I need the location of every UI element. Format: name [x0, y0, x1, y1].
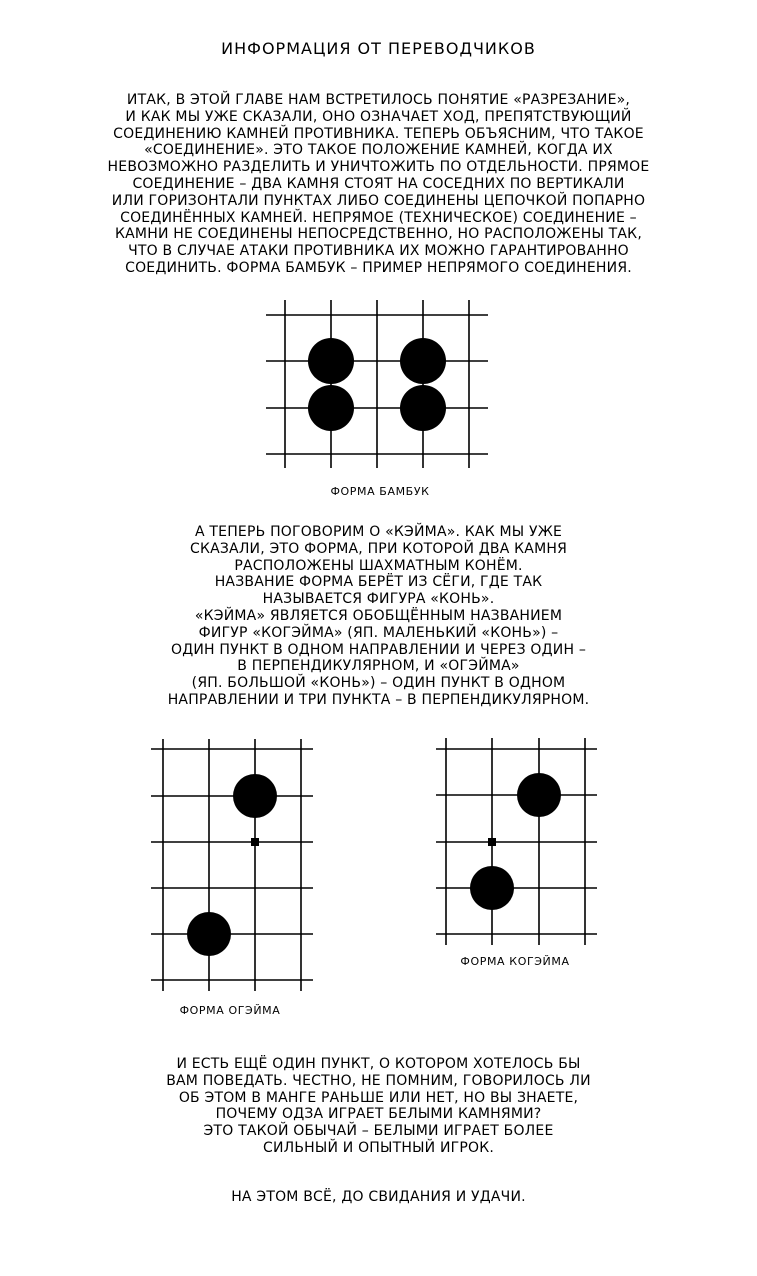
marked-point — [251, 838, 259, 846]
paragraph-line: ОДИН ПУНКТ В ОДНОМ НАПРАВЛЕНИИ И ЧЕРЕЗ ОДИН – — [170, 641, 587, 658]
black-stone — [400, 338, 446, 384]
kogeima-caption: ФОРМА КОГЭЙМА — [460, 955, 570, 968]
black-stone — [470, 866, 514, 910]
page-title: ИНФОРМАЦИЯ ОТ ПЕРЕВОДЧИКОВ — [221, 39, 536, 58]
paragraph-line: КАМНИ НЕ СОЕДИНЕНЫ НЕПОСРЕДСТВЕННО, НО РАСПОЛОЖЕНЫ ТАК, — [115, 226, 642, 243]
paragraph-line: СОЕДИНИТЬ. ФОРМА БАМБУК – ПРИМЕР НЕПРЯМОГО СОЕДИНЕНИЯ. — [125, 259, 632, 276]
paragraph-line: «КЭЙМА» ЯВЛЯЕТСЯ ОБОБЩЁННЫМ НАЗВАНИЕМ — [194, 607, 563, 624]
paragraph-line: НАЗЫВАЕТСЯ ФИГУРА «КОНЬ». — [262, 591, 495, 608]
paragraph-line: «СОЕДИНЕНИЕ». ЭТО ТАКОЕ ПОЛОЖЕНИЕ КАМНЕЙ, КОГДА ИХ — [144, 142, 613, 159]
paragraph-line: СКАЗАЛИ, ЭТО ФОРМА, ПРИ КОТОРОЙ ДВА КАМНЯ — [189, 540, 568, 557]
paragraph-line: ЭТО ТАКОЙ ОБЫЧАЙ – БЕЛЫМИ ИГРАЕТ БОЛЕЕ — [203, 1123, 554, 1140]
paragraph-line: И КАК МЫ УЖЕ СКАЗАЛИ, ОНО ОЗНАЧАЕТ ХОД, ПРЕПЯТСТВУЮЩИЙ — [125, 108, 632, 125]
marked-point — [488, 838, 496, 846]
paragraph-line: СОЕДИНЕНИЕ – ДВА КАМНЯ СТОЯТ НА СОСЕДНИХ ПО ВЕРТИКАЛИ — [132, 175, 625, 192]
paragraph-line: НАЗВАНИЕ ФОРМА БЕРЁТ ИЗ СЁГИ, ГДЕ ТАК — [214, 574, 543, 591]
paragraph-line: (ЯП. БОЛЬШОЙ «КОНЬ») – ОДИН ПУНКТ В ОДНОМ — [191, 675, 566, 692]
black-stone — [517, 773, 561, 817]
paragraph-line: ОБ ЭТОМ В МАНГЕ РАНЬШЕ ИЛИ НЕТ, НО ВЫ ЗНАЕТЕ, — [178, 1089, 579, 1106]
kogeima-diagram — [436, 738, 597, 945]
black-stone — [187, 912, 231, 956]
paragraph-line: И ЕСТЬ ЕЩЁ ОДИН ПУНКТ, О КОТОРОМ ХОТЕЛОСЬ БЫ — [176, 1056, 581, 1072]
paragraph-line: ИТАК, В ЭТОЙ ГЛАВЕ НАМ ВСТРЕТИЛОСЬ ПОНЯТИЕ «РАЗРЕЗАНИЕ», — [126, 92, 631, 108]
paragraph-line: СОЕДИНЕНИЮ КАМНЕЙ ПРОТИВНИКА. ТЕПЕРЬ ОБЪЯСНИМ, ЧТО ТАКОЕ — [113, 125, 644, 142]
black-stone — [233, 774, 277, 818]
black-stone — [308, 385, 354, 431]
paragraph-line: В ПЕРПЕНДИКУЛЯРНОМ, И «ОГЭЙМА» — [237, 658, 520, 675]
ogeima-diagram — [151, 739, 313, 991]
bamboo-caption: ФОРМА БАМБУК — [330, 485, 430, 498]
ogeima-caption: ФОРМА ОГЭЙМА — [179, 1004, 281, 1017]
paragraph-line: ИЛИ ГОРИЗОНТАЛИ ПУНКТАХ ЛИБО СОЕДИНЕНЫ ЦЕПОЧКОЙ ПОПАРНО — [111, 192, 646, 209]
paragraph-line: ВАМ ПОВЕДАТЬ. ЧЕСТНО, НЕ ПОМНИМ, ГОВОРИЛОСЬ ЛИ — [166, 1072, 591, 1089]
paragraph-line: ФИГУР «КОГЭЙМА» (ЯП. МАЛЕНЬКИЙ «КОНЬ») – — [198, 624, 559, 641]
paragraph-line: НА ЭТОМ ВСЁ, ДО СВИДАНИЯ И УДАЧИ. — [231, 1189, 526, 1205]
paragraph-line: ПОЧЕМУ ОДЗА ИГРАЕТ БЕЛЫМИ КАМНЯМИ? — [215, 1106, 542, 1123]
paragraph-line: СОЕДИНЁННЫХ КАМНЕЙ. НЕПРЯМОЕ (ТЕХНИЧЕСКОЕ) СОЕДИНЕНИЕ – — [120, 209, 637, 226]
paragraph-line: СИЛЬНЫЙ И ОПЫТНЫЙ ИГРОК. — [262, 1139, 495, 1156]
paragraph-line: НАПРАВЛЕНИИ И ТРИ ПУНКТА – В ПЕРПЕНДИКУЛЯРНОМ. — [167, 691, 590, 708]
black-stone — [308, 338, 354, 384]
paragraph-line: РАСПОЛОЖЕНЫ ШАХМАТНЫМ КОНЁМ. — [234, 557, 523, 574]
bamboo-diagram — [266, 300, 488, 468]
paragraph-line: ЧТО В СЛУЧАЕ АТАКИ ПРОТИВНИКА ИХ МОЖНО ГАРАНТИРОВАННО — [128, 243, 629, 260]
black-stone — [400, 385, 446, 431]
paragraph-line: НЕВОЗМОЖНО РАЗДЕЛИТЬ И УНИЧТОЖИТЬ ПО ОТДЕЛЬНОСТИ. ПРЯМОЕ — [107, 159, 650, 176]
paragraph-line: А ТЕПЕРЬ ПОГОВОРИМ О «КЭЙМА». КАК МЫ УЖЕ — [194, 524, 563, 540]
